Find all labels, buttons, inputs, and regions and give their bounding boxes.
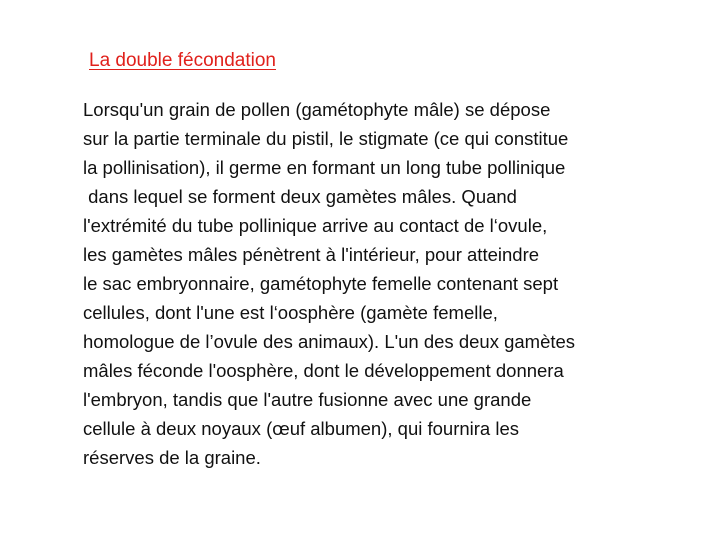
body-line: le sac embryonnaire, gamétophyte femelle contenant sept <box>83 273 559 294</box>
body-line: dans lequel se forment deux gamètes mâles. Quand <box>83 186 517 207</box>
body-line: sur la partie terminale du pistil, le stigmate (ce qui constitue <box>83 128 569 149</box>
body-line: homologue de l’ovule des animaux). L'un des deux gamètes <box>83 331 576 352</box>
slide-title: La double fécondation <box>89 50 276 71</box>
slide-body <box>83 95 703 472</box>
body-line: réserves de la graine. <box>83 447 261 468</box>
body-line: l'extrémité du tube pollinique arrive au contact de l‘ovule, <box>83 215 548 236</box>
body-line: cellules, dont l'une est l‘oosphère (gamète femelle, <box>83 302 498 323</box>
body-line: les gamètes mâles pénètrent à l'intérieur, pour atteindre <box>83 244 540 265</box>
body-line: Lorsqu'un grain de pollen (gamétophyte mâle) se dépose <box>83 99 551 120</box>
body-line: la pollinisation), il germe en formant un long tube pollinique <box>83 157 566 178</box>
body-line: l'embryon, tandis que l'autre fusionne avec une grande <box>83 389 532 410</box>
body-line: cellule à deux noyaux (œuf albumen), qui fournira les <box>83 418 520 439</box>
body-line: mâles féconde l'oosphère, dont le développement donnera <box>83 360 564 381</box>
